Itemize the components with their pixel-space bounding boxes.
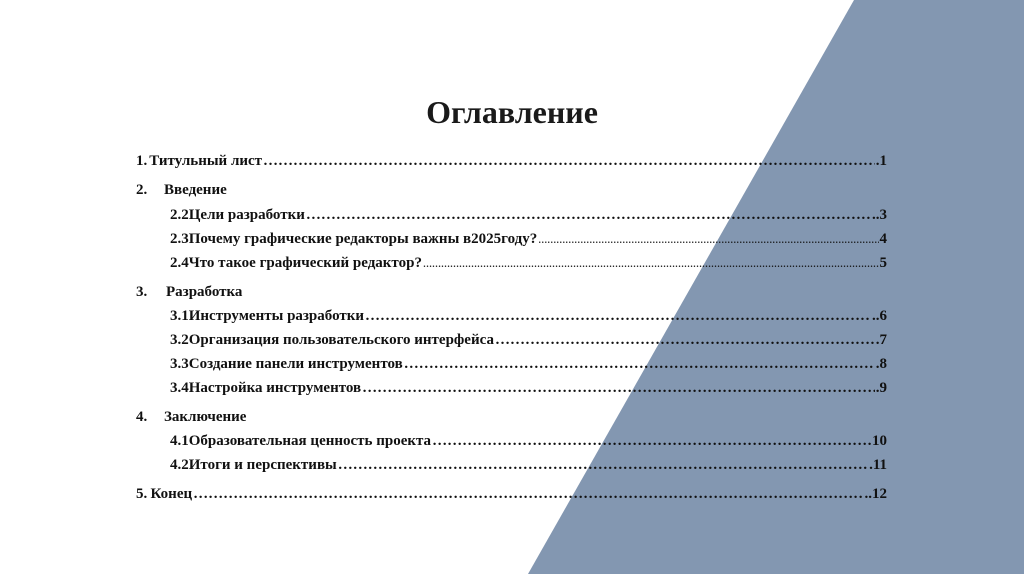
toc-section-heading (136, 408, 436, 426)
toc-entry (170, 355, 887, 373)
toc-entry-page: .1 (875, 153, 887, 169)
toc-entry-page: .8 (875, 356, 887, 372)
toc-entry-number: 3.3 (170, 356, 189, 372)
toc-entry-label: Заключение (164, 409, 247, 425)
toc-entry (170, 331, 887, 349)
toc-entry-label: Введение (164, 182, 227, 198)
toc-entry-number: 2.2 (170, 207, 189, 223)
toc-entry-number: 3. (136, 284, 148, 300)
toc-entry-label: Итоги и перспективы (188, 457, 337, 473)
toc-dot-leader (404, 355, 875, 373)
toc-entry-label: Что такое графический редактор? (188, 255, 422, 271)
toc-entry-number: 2.4 (170, 255, 189, 271)
toc-section-heading (136, 181, 436, 199)
toc-dot-leader (362, 379, 875, 397)
toc-entry-page: .9 (875, 380, 887, 396)
toc-entry-page: ..12 (864, 486, 887, 502)
toc-entry-label: Разработка (166, 284, 243, 300)
toc-dot-leader (423, 255, 879, 273)
toc-dot-leader (365, 307, 871, 325)
toc-entry (170, 379, 887, 397)
toc-entry-label: Цели разработки (188, 207, 305, 223)
toc-entry-label: Инструменты разработки (188, 308, 365, 324)
toc-entry-number: 3.4 (170, 380, 189, 396)
toc-entry-page: ..6 (872, 308, 887, 324)
toc-entry-label: Организация пользовательского интерфейса (188, 332, 494, 348)
toc-entry (136, 152, 887, 170)
toc-entry-label: Титульный лист (149, 153, 263, 169)
toc-entry-label: Почему графические редакторы важны в2025году? (188, 231, 538, 247)
toc-entry-label: Конец (150, 486, 193, 502)
toc-entry-label: Настройка инструментов (188, 380, 362, 396)
toc-entry-number: 1. (136, 153, 148, 169)
toc-entry-number: 5. (136, 486, 148, 502)
toc-entry-page: .7 (875, 332, 887, 348)
toc-entry (170, 206, 887, 224)
toc-dot-leader (193, 485, 863, 503)
toc-entry-number: 2. (136, 182, 148, 198)
page-title: Оглавление (426, 94, 598, 130)
toc-entry (170, 254, 887, 272)
toc-entry (170, 230, 887, 248)
toc-entry-page: 5 (879, 255, 887, 271)
toc-entry-page: ..3 (872, 207, 887, 223)
toc-dot-leader (338, 456, 868, 474)
toc-entry-label: Создание панели инструментов (188, 356, 403, 372)
toc-entry (136, 485, 887, 503)
toc-dot-leader (495, 331, 875, 349)
toc-entry-number: 3.1 (170, 308, 189, 324)
toc-section-heading (136, 283, 436, 301)
toc-entry-label: Образовательная ценность проекта (188, 433, 432, 449)
toc-dot-leader (538, 231, 878, 249)
toc-entry-page: 4 (879, 231, 887, 247)
toc-entry-number: 2.3 (170, 231, 189, 247)
toc-dot-leader (263, 152, 875, 170)
toc-entry (170, 456, 887, 474)
toc-entry (170, 432, 887, 450)
toc-entry (170, 307, 887, 325)
toc-entry-page: 10 (872, 433, 887, 449)
toc-entry-page: .11 (869, 457, 887, 473)
toc-dot-leader (306, 206, 871, 224)
toc-entry-number: 4.1 (170, 433, 189, 449)
toc-entry-number: 4. (136, 409, 148, 425)
toc-entry-number: 3.2 (170, 332, 189, 348)
toc-dot-leader (432, 432, 871, 450)
toc-entry-number: 4.2 (170, 457, 189, 473)
